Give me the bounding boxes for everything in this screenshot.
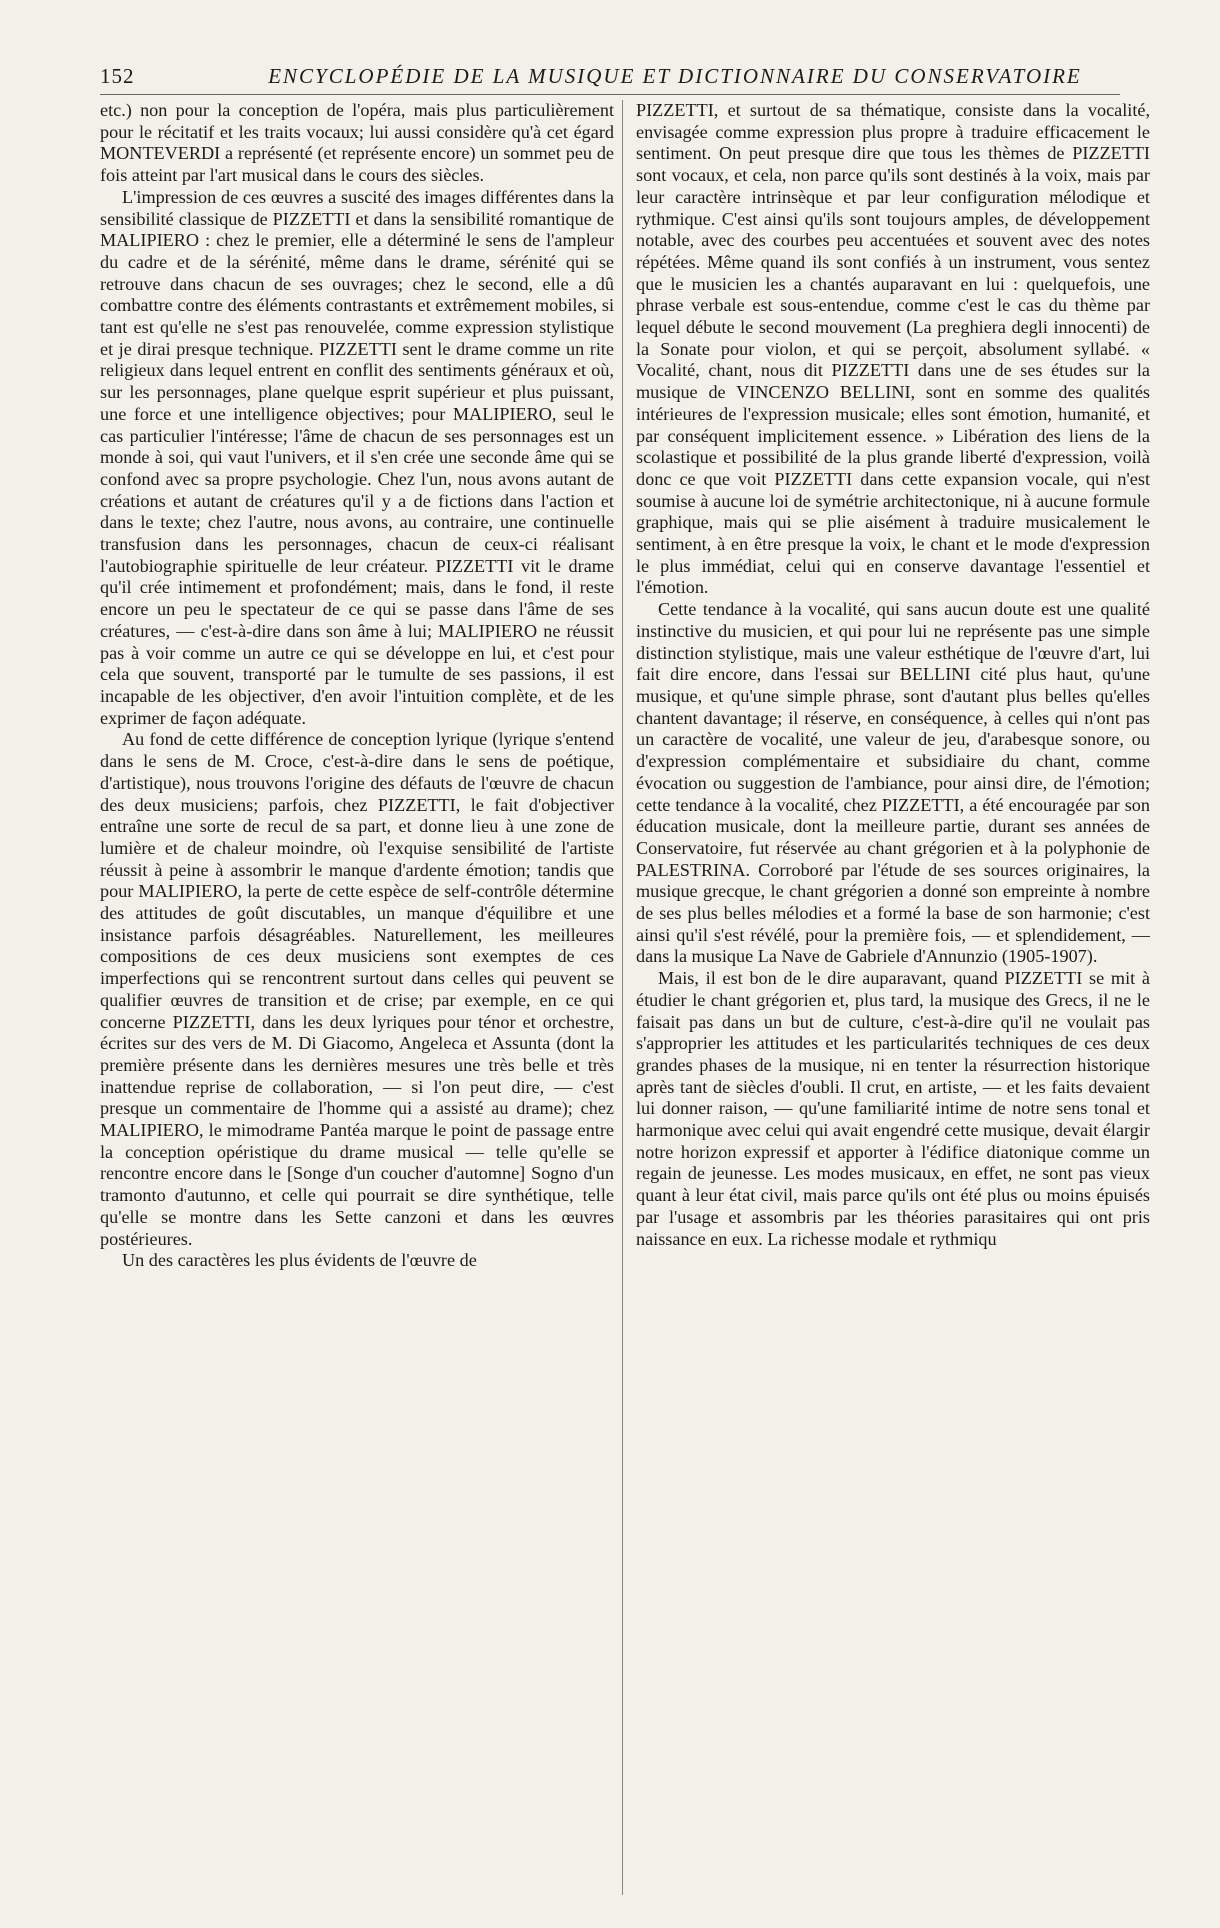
paragraph: Cette tendance à la vocalité, qui sans aucun doute est une qualité instinctive du musicien, et qui pour lui ne représente pas une simple distinction stylistique, mais une valeur esthétique de l'œuvre d'art, lui fait dire encore, dans l'essai sur BELLINI cité plus haut, qu'une musique, et qu'une simple phrase, sont d'autant plus belles qu'elles chantent davantage; il réserve, en conséquence, à celles qui n'ont pas un caractère de vocalité, une valeur de jeu, d'arabesque sonore, ou d'expression complémentaire et subsidiaire du chant, comme évocation ou suggestion de l'ambiance, pour ainsi dire, de l'émotion; cette tendance à la vocalité, chez PIZZETTI, a été encouragée par son éducation musicale, dont la meilleure partie, durant ses années de Conservatoire, fut réservée au chant grégorien et à la polyphonie de PALESTRINA. Corroboré par l'étude de ses sources originaires, la musique grecque, le chant grégorien a donné son empreinte à nombre de ses plus belles mélodies et a formé la base de son harmonie; c'est ainsi qu'il s'est révélé, pour la première fois, — et splendidement, — dans la musique La Nave de Gabriele d'Annunzio (1905-1907).: [636, 599, 1150, 967]
page-number: 152: [100, 64, 135, 88]
paragraph: L'impression de ces œuvres a suscité des images différentes dans la sensibilité classique de PIZZETTI et dans la sensibilité romantique de MALIPIERO : chez le premier, elle a déterminé le sens de l'ampleur du cadre et de la sérénité, même dans le drame, sérénité qui se retrouve dans chacun de ses ouvrages; chez le second, elle a dû combattre contre des éléments contrastants et extrêmement mobiles, si tant est qu'elle ne s'est pas renouvelée, comme expression stylistique et je dirai presque technique. PIZZETTI sent le drame comme un rite religieux dans lequel entrent en conflit des sentiments généraux et où, sur les personnages, plane quelque esprit supérieur et plus puissant, une force et une intelligence objectives; pour MALIPIERO, seul le cas particulier l'intéresse; l'âme de chacun de ses personnages est un monde à soi, qui vaut l'univers, et il s'en crée une seconde âme qui se confond avec sa propre psychologie. Chez l'un, nous avons autant de créations et autant de créatures qu'il y a de fictions dans l'action et dans le texte; chez l'autre, nous avons, au contraire, une continuelle transfusion dans les personnages, chacun de ceux-ci réalisant l'autobiographie spirituelle de leur créateur. PIZZETTI vit le drame qu'il crée intimement et profondément; mais, dans le fond, il reste encore un peu le spectateur de ce qui se passe dans l'âme de ses créatures, — c'est-à-dire dans son âme à lui; MALIPIERO ne réussit pas à voir comme un autre ce qui se développe en lui, et c'est pour cela que souvent, transporté par le tumulte de ses passions, il est incapable de les objectiver, d'en avoir l'intuition complète, et de les exprimer de façon adéquate.: [100, 186, 614, 728]
paragraph: PIZZETTI, et surtout de sa thématique, consiste dans la vocalité, envisagée comme expression plus propre à traduire efficacement le sentiment. On peut presque dire que tous les thèmes de PIZZETTI sont vocaux, et cela, non parce qu'ils sont destinés à la voix, mais par leur caractère intrinsèque et par leur configuration mélodique et rythmique. C'est ainsi qu'ils sont toujours amples, de développement notable, avec des courbes peu accentuées et souvent avec des notes répétées. Même quand ils sont confiés à un instrument, vous sentez que le musicien les a chantés auparavant en lui : quelquefois, une phrase verbale est sous-entendue, comme c'est le cas du thème par lequel débute le second mouvement (La preghiera degli innocenti) de la Sonate pour violon, et qui se perçoit, absolument syllabé. « Vocalité, chant, nous dit PIZZETTI dans une de ses études sur la musique de VINCENZO BELLINI, sont en somme des qualités intérieures de l'expression musicale; elles sont émotion, humanité, et par conséquent implicitement essence. » Libération des liens de la scolastique et possibilité de la plus grande liberté d'expression, voilà donc ce que voit PIZZETTI dans cette expansion vocale, qui n'est soumise à aucune loi de symétrie architectonique, ni à aucune formule graphique, mais qui se plie aisément à traduire musicalement le sentiment, à en être presque la voix, le chant et le mode d'expression le plus immédiat, celui qui en conserve davantage l'essentiel et l'émotion.: [636, 100, 1150, 598]
running-title: ENCYCLOPÉDIE DE LA MUSIQUE ET DICTIONNAIRE DU CONSERVATOIRE: [268, 64, 1082, 88]
right-column: [636, 100, 1150, 1890]
left-column: [100, 100, 614, 1890]
column-divider: [622, 100, 623, 1895]
paragraph: etc.) non pour la conception de l'opéra, mais plus particulièrement pour le récitatif et les traits vocaux; lui aussi considère qu'à cet égard MONTEVERDI a représenté (et représente encore) un sommet peu de fois atteint par l'art musical dans le cours des siècles.: [100, 100, 614, 186]
paragraph: Un des caractères les plus évidents de l'œuvre de: [122, 1250, 477, 1271]
running-head: [100, 62, 1120, 90]
header-rule: [100, 94, 1120, 95]
paragraph: Mais, il est bon de le dire auparavant, quand PIZZETTI se mit à étudier le chant grégorien et, plus tard, la musique des Grecs, il ne le faisait pas dans un but de culture, c'est-à-dire qu'il ne voulait pas s'approprier les attitudes et les particularités techniques de ces deux grandes phases de la musique, ni en tenter la résurrection historique après tant de siècles d'oubli. Il crut, en artiste, — et les faits devaient lui donner raison, — qu'une familiarité intime de notre sens tonal et harmonique avec celui qui avait engendré cette musique, devait élargir notre horizon expressif et apporter à l'édifice diatonique comme un regain de jeunesse. Les modes musicaux, en effet, ne sont pas vieux quant à leur état civil, mais parce qu'ils ont été plus ou moins épuisés par l'usage et assombris par les théories parasitaires qui ont pris naissance en eux. La richesse modale et rythmiqu: [636, 968, 1150, 1249]
paragraph: Au fond de cette différence de conception lyrique (lyrique s'entend dans le sens de M. Croce, c'est-à-dire dans le sens de poétique, d'artistique), nous trouvons l'origine des défauts de l'œuvre de chacun des deux musiciens; parfois, chez PIZZETTI, le fait d'objectiver entraîne une sorte de recul de sa part, et donne lieu à une zone de lumière et de chaleur moindre, où l'exquise sensibilité de l'artiste réussit à peine à assombrir le manque d'ardente émotion; tandis que pour MALIPIERO, la perte de cette espèce de self-contrôle détermine des attitudes de goût discutables, un manque d'équilibre et une insistance parfois désagréables. Naturellement, les meilleures compositions de ces deux musiciens sont exemptes de ces imperfections qui se rencontrent surtout dans celles qui peuvent se qualifier œuvres de transition et de crise; par exemple, en ce qui concerne PIZZETTI, dans les deux lyriques pour ténor et orchestre, écrites sur des vers de M. Di Giacomo, Angeleca et Assunta (dont la première présente dans les dernières mesures une très belle et très inattendue reprise de collaboration, — si l'on peut dire, — c'est presque un commentaire de l'homme qui a assisté au drame); chez MALIPIERO, le mimodrame Pantéa marque le point de passage entre la conception opéristique du drame musical — telle qu'elle se rencontre encore dans le [Songe d'un coucher d'automne] Sogno d'un tramonto d'autunno, et celle qui pourrait se dire synthétique, telle qu'elle se montre dans les Sette canzoni et dans les œuvres postérieures.: [100, 729, 614, 1249]
